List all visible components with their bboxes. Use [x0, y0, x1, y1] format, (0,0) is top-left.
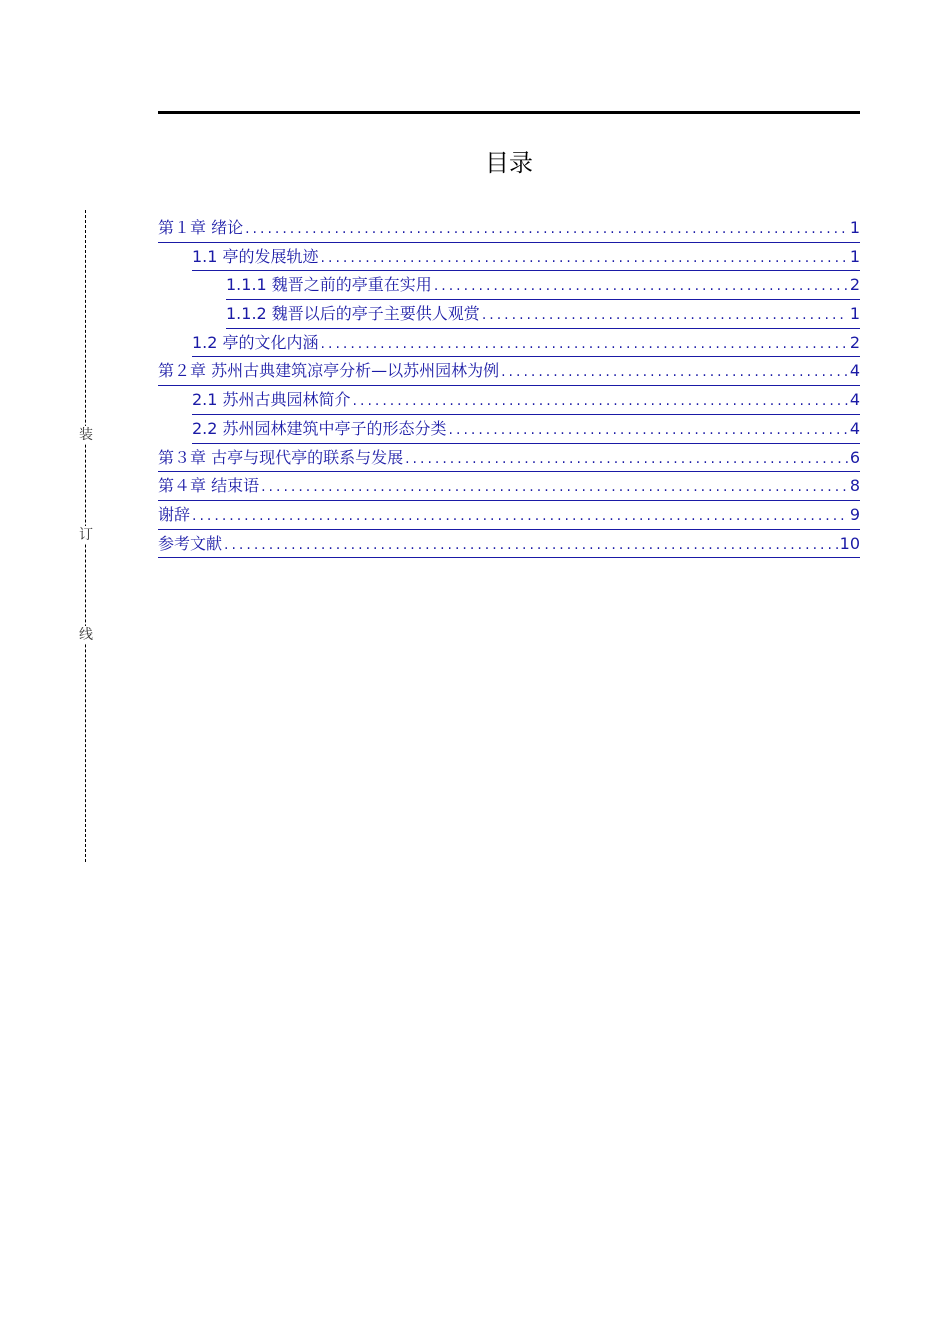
toc-entry-1-2[interactable]	[192, 329, 860, 358]
toc-entry-chapter-2[interactable]	[158, 357, 860, 386]
toc-leader-dots	[353, 387, 848, 415]
toc-entry-2-1[interactable]	[192, 386, 860, 415]
toc-page-number: 4	[849, 390, 860, 410]
toc-entry-label: 1.1.1 魏晋之前的亭重在实用	[226, 275, 432, 295]
header-rule	[158, 111, 860, 114]
toc-entry-1-1-1[interactable]	[226, 271, 860, 300]
toc-entry-label: 1.1 亭的发展轨迹	[192, 246, 319, 266]
toc-page-number: 6	[849, 447, 860, 467]
toc-page-number: 9	[849, 504, 860, 524]
toc-entry-label: 参考文献	[158, 533, 223, 553]
toc-leader-dots	[224, 531, 838, 559]
toc-leader-dots	[482, 301, 848, 329]
page-title: 目录	[485, 149, 533, 177]
toc-entry-label: 1.2 亭的文化内涵	[192, 332, 319, 352]
toc-entry-label: 第４章 结束语	[158, 476, 260, 496]
binding-char-zhuang: 装	[79, 427, 93, 443]
toc-entry-1-1-2[interactable]	[226, 300, 860, 329]
toc-entry-label: 第３章 古亭与现代亭的联系与发展	[158, 447, 404, 467]
toc-leader-dots	[245, 215, 848, 243]
toc-leader-dots	[321, 330, 848, 358]
toc-entry-label: 谢辞	[158, 504, 191, 524]
toc-entry-2-2[interactable]	[192, 415, 860, 444]
toc-page-number: 1	[849, 304, 860, 324]
toc-entry-label: 第１章 绪论	[158, 218, 244, 237]
toc-page-number: 1	[849, 218, 860, 237]
toc-entry-label: 2.2 苏州园林建筑中亭子的形态分类	[192, 418, 447, 438]
toc-page-number: 10	[839, 533, 860, 553]
toc-entry-chapter-4[interactable]	[158, 472, 860, 501]
toc-page-number: 4	[849, 361, 860, 381]
toc-entry-1-1[interactable]	[192, 243, 860, 272]
toc-leader-dots	[261, 473, 848, 501]
toc-page-number: 2	[849, 275, 860, 295]
toc-entry-references[interactable]	[158, 530, 860, 559]
toc-leader-dots	[321, 244, 848, 272]
toc-leader-dots	[434, 272, 848, 300]
toc-leader-dots	[192, 502, 848, 530]
binding-char-ding: 订	[79, 527, 93, 543]
toc-leader-dots	[501, 358, 848, 386]
toc-entry-label: 2.1 苏州古典园林简介	[192, 390, 351, 410]
toc-page-number: 1	[849, 246, 860, 266]
toc-leader-dots	[449, 416, 848, 444]
toc-leader-dots	[405, 445, 848, 473]
toc-page-number: 4	[849, 418, 860, 438]
toc-entry-chapter-3[interactable]	[158, 444, 860, 473]
toc-page-number: 8	[849, 476, 860, 496]
toc-entry-acknowledgements[interactable]	[158, 501, 860, 530]
toc-entry-label: 第２章 苏州古典建筑凉亭分析—以苏州园林为例	[158, 361, 500, 381]
toc-entry-chapter-1[interactable]	[158, 214, 860, 243]
binding-char-xian: 线	[79, 627, 93, 643]
toc-entry-label: 1.1.2 魏晋以后的亭子主要供人观赏	[226, 304, 480, 324]
table-of-contents	[158, 214, 860, 558]
toc-page-number: 2	[849, 332, 860, 352]
